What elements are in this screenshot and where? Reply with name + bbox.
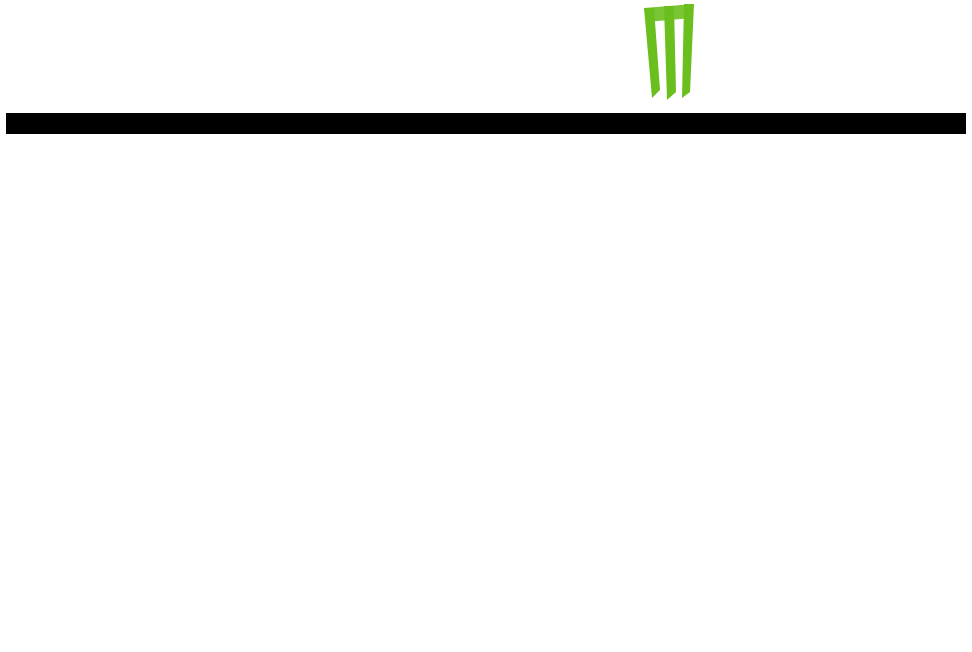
standings-banner xyxy=(6,113,966,134)
monster-supercross-logo xyxy=(640,2,966,106)
monster-claw-icon xyxy=(644,4,694,100)
